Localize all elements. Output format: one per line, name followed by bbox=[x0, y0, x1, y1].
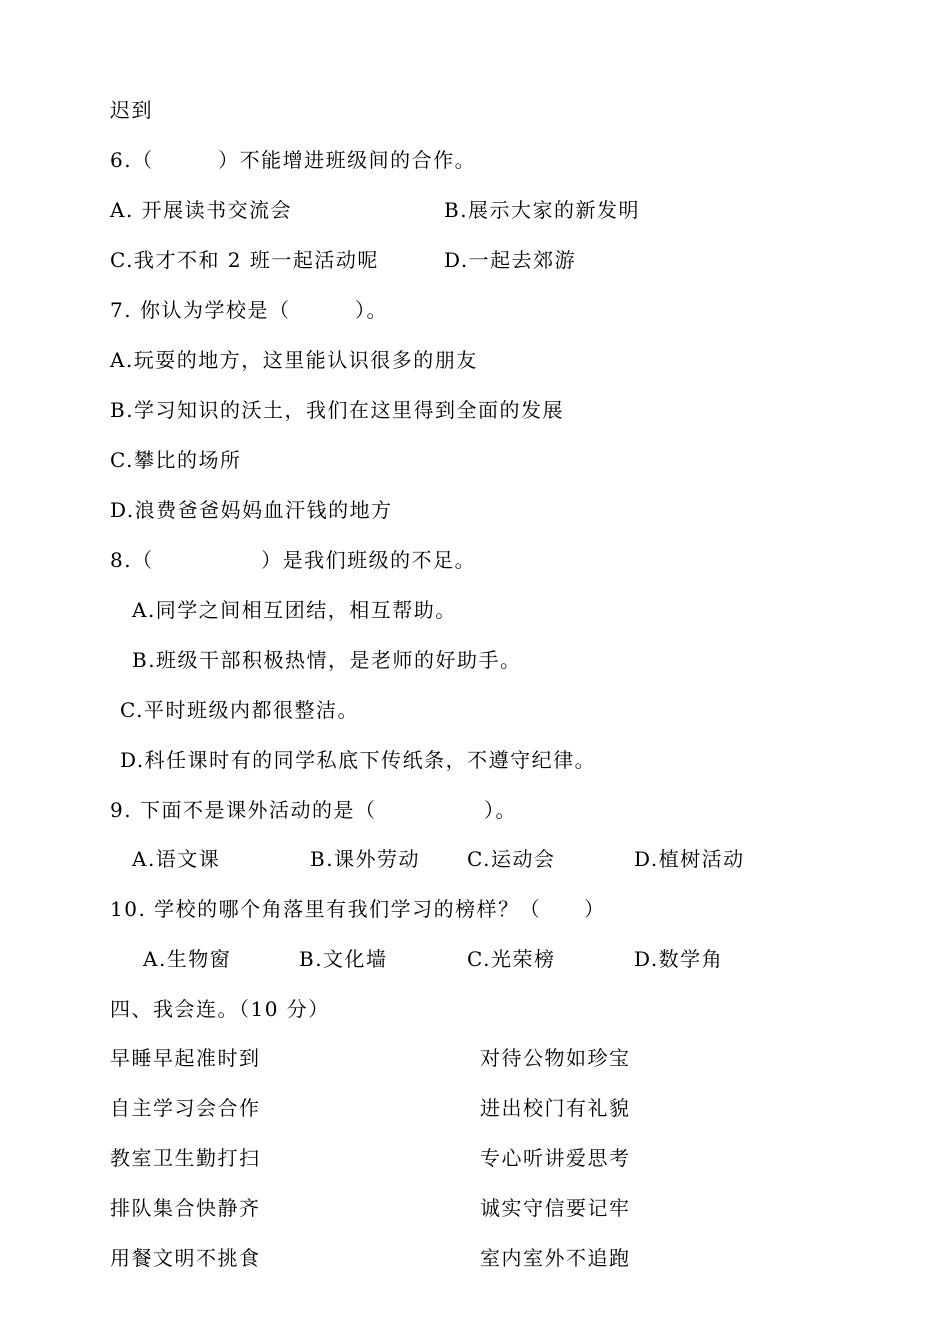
question-8-option-a: A.同学之间相互团结，相互帮助。 bbox=[132, 598, 457, 622]
question-7-option-d: D.浪费爸爸妈妈血汗钱的地方 bbox=[110, 498, 393, 522]
question-7-option-a: A.玩耍的地方，这里能认识很多的朋友 bbox=[110, 348, 478, 372]
match-left-item: 教室卫生勤打扫 bbox=[110, 1146, 261, 1170]
question-8-stem: 8.（ ）是我们班级的不足。 bbox=[110, 548, 477, 572]
question-10-stem: 10. 学校的哪个角落里有我们学习的榜样？（ ） bbox=[110, 897, 606, 921]
question-6-option-a: A. 开展读书交流会 bbox=[110, 198, 293, 222]
question-9-stem: 9. 下面不是课外活动的是（ ）。 bbox=[110, 798, 517, 822]
question-8-option-b: B.班级干部积极热情，是老师的好助手。 bbox=[132, 648, 522, 672]
question-7-option-b: B.学习知识的沃土，我们在这里得到全面的发展 bbox=[110, 398, 565, 422]
question-10-option-d: D.数学角 bbox=[634, 947, 724, 971]
question-9-option-a: A.语文课 bbox=[132, 847, 221, 871]
match-right-item: 诚实守信要记牢 bbox=[480, 1196, 631, 1220]
question-9-option-c: C.运动会 bbox=[467, 847, 556, 871]
match-left-item: 早睡早起准时到 bbox=[110, 1046, 261, 1070]
question-6-stem: 6.（ ）不能增进班级间的合作。 bbox=[110, 148, 477, 172]
question-7-option-c: C.攀比的场所 bbox=[110, 448, 242, 472]
question-9-option-b: B.课外劳动 bbox=[310, 847, 421, 871]
question-7-stem: 7. 你认为学校是（ ）。 bbox=[110, 298, 388, 322]
question-8-option-c: C.平时班级内都很整洁。 bbox=[120, 698, 359, 722]
question-6-option-d: D.一起去郊游 bbox=[444, 248, 577, 272]
match-left-item: 排队集合快静齐 bbox=[110, 1196, 261, 1220]
match-right-item: 室内室外不追跑 bbox=[480, 1246, 631, 1270]
section-4-heading: 四、我会连。（10 分） bbox=[110, 997, 330, 1021]
match-right-item: 对待公物如珍宝 bbox=[480, 1046, 631, 1070]
question-6-option-b: B.展示大家的新发明 bbox=[444, 198, 641, 222]
match-right-item: 专心听讲爱思考 bbox=[480, 1146, 631, 1170]
question-10-option-c: C.光荣榜 bbox=[467, 947, 556, 971]
question-8-option-d: D.科任课时有的同学私底下传纸条，不遵守纪律。 bbox=[120, 748, 597, 772]
match-right-item: 进出校门有礼貌 bbox=[480, 1096, 631, 1120]
question-10-option-a: A.生物窗 bbox=[143, 947, 232, 971]
match-left-item: 用餐文明不挑食 bbox=[110, 1246, 261, 1270]
question-9-option-d: D.植树活动 bbox=[634, 847, 745, 871]
question-10-option-b: B.文化墙 bbox=[299, 947, 388, 971]
continuation-text: 迟到 bbox=[110, 98, 153, 122]
match-left-item: 自主学习会合作 bbox=[110, 1096, 261, 1120]
question-6-option-c: C.我才不和 2 班一起活动呢 bbox=[110, 248, 379, 272]
